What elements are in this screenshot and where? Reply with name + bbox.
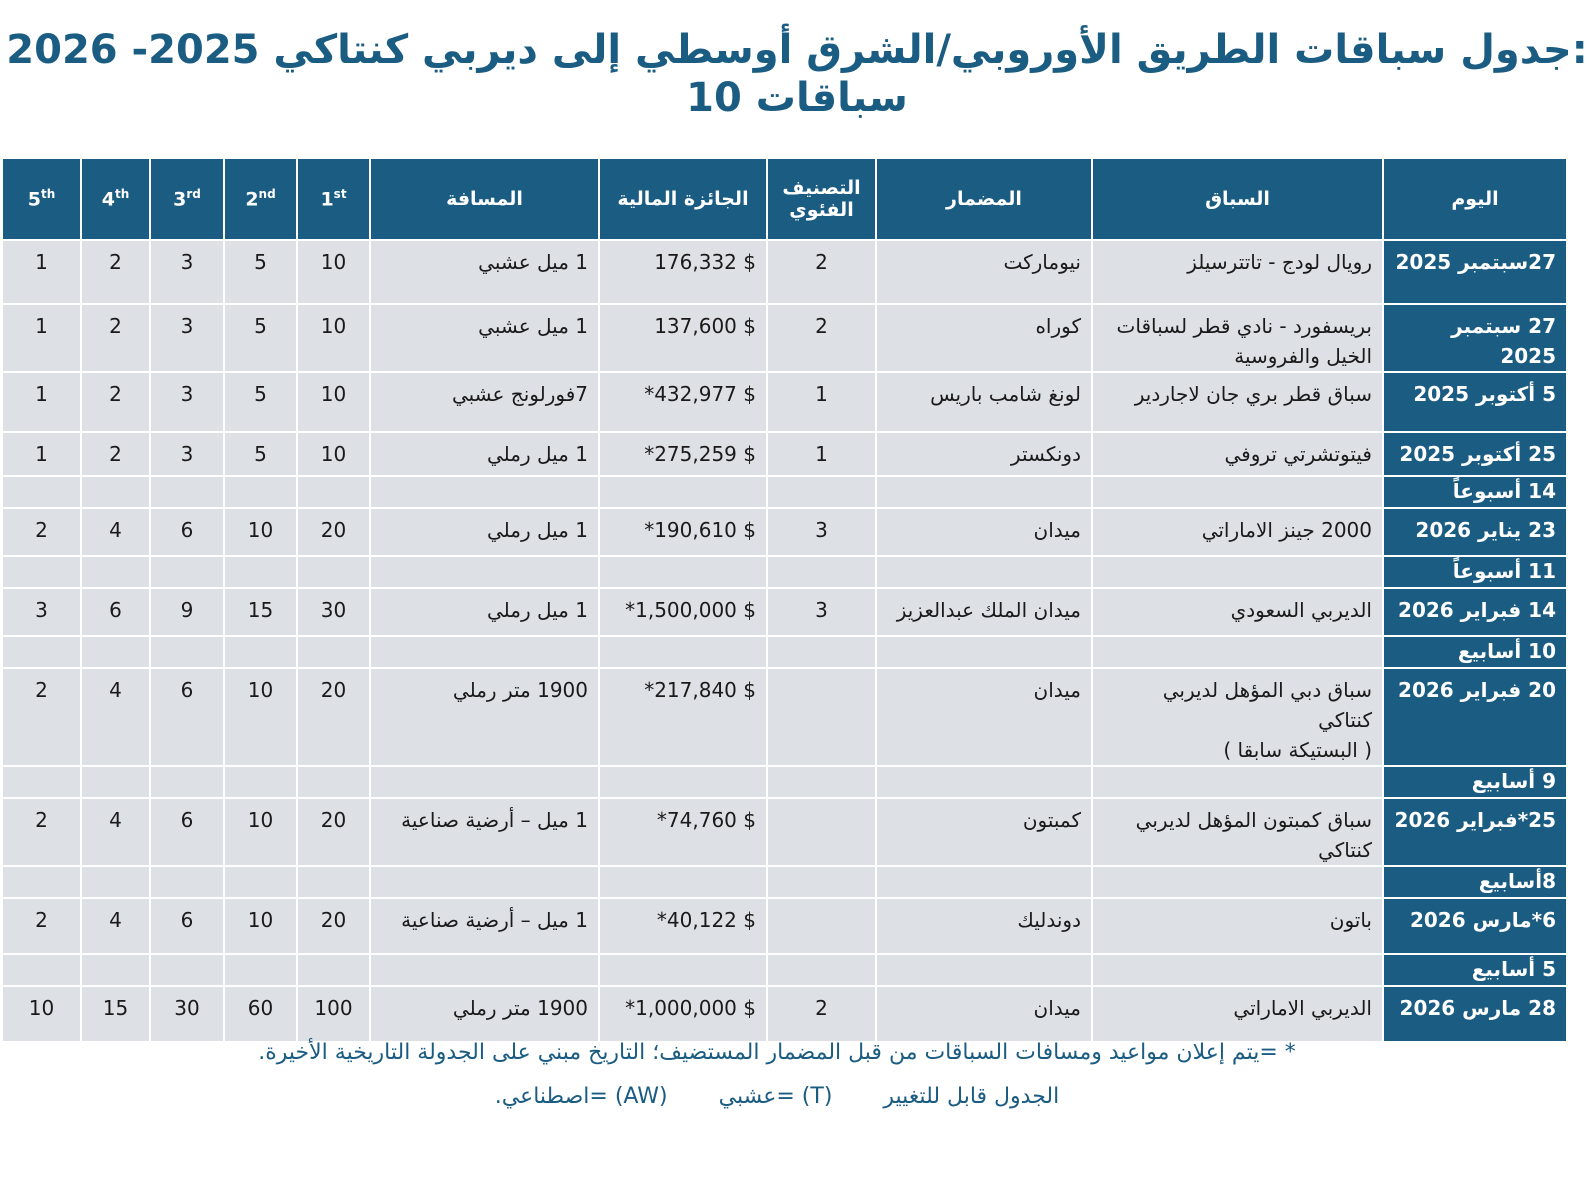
cell-day: 14 فبراير 2026 [1383,588,1567,636]
cell-3rd: 3 [150,304,224,372]
cell-grade [767,898,876,954]
cell-race: الديربي الاماراتي [1092,986,1383,1042]
table-row [2,986,1567,1042]
cell-race: الديربي السعودي [1092,588,1383,636]
cell-distance: 1 ميل رملي [370,508,599,556]
cell-prize: $ 432,977* [599,372,767,432]
cell-2nd: 60 [224,986,297,1042]
cell-5th: 2 [2,508,81,556]
cell-race: باتون [1092,898,1383,954]
cell-3rd: 3 [150,372,224,432]
cell-5th: 2 [2,668,81,766]
cell-4th: 2 [81,240,150,304]
cell-grade [767,798,876,866]
cell-prize: $ 176,332 [599,240,767,304]
cell-3rd: 6 [150,798,224,866]
title-line-2: 10 سباقات [686,75,908,121]
cell-3rd: 6 [150,668,224,766]
cell-1st: 20 [297,898,370,954]
page-title [0,26,1594,122]
cell-day: 5 أكتوبر 2025 [1383,372,1567,432]
cell-4th: 4 [81,508,150,556]
cell-grade: 2 [767,304,876,372]
cell-2nd: 5 [224,240,297,304]
cell-5th: 1 [2,304,81,372]
gap-weeks-label: 8أسابيع [1383,866,1567,898]
cell-4th: 2 [81,372,150,432]
cell-prize: $ 137,600 [599,304,767,372]
cell-distance: 1 ميل – أرضية صناعية [370,898,599,954]
table-row [2,798,1567,866]
table-row [2,588,1567,636]
cell-distance: 1 ميل عشبي [370,240,599,304]
cell-distance: 1 ميل رملي [370,588,599,636]
cell-race: فيتوتشرتي تروفي [1092,432,1383,476]
cell-distance: 1 ميل رملي [370,432,599,476]
header-1st: 1st [297,158,370,240]
cell-5th: 1 [2,372,81,432]
gap-weeks-label: 9 أسابيع [1383,766,1567,798]
header-distance: المسافة [370,158,599,240]
legend-aw: (AW) =اصطناعي. [494,1084,668,1109]
cell-grade: 2 [767,240,876,304]
cell-track: ميدان [876,668,1092,766]
title-line-1: جدول سباقات الطريق الأوروبي/الشرق أوسطي إلى ديربي كنتاكي 2025- 2026: [6,27,1588,73]
header-grade: التصنيف الفئوي [767,158,876,240]
table-row [2,240,1567,304]
legend-change: الجدول قابل للتغيير [883,1084,1060,1109]
cell-5th: 1 [2,240,81,304]
cell-5th: 3 [2,588,81,636]
gap-row [2,476,1567,508]
cell-4th: 2 [81,304,150,372]
cell-3rd: 3 [150,432,224,476]
table-row [2,668,1567,766]
cell-2nd: 10 [224,798,297,866]
gap-weeks-label: 5 أسابيع [1383,954,1567,986]
gap-row [2,556,1567,588]
cell-track: ميدان [876,508,1092,556]
table-row [2,304,1567,372]
cell-5th: 10 [2,986,81,1042]
cell-day: 25*فبراير 2026 [1383,798,1567,866]
cell-2nd: 15 [224,588,297,636]
cell-grade: 3 [767,508,876,556]
cell-day: 23 يناير 2026 [1383,508,1567,556]
cell-track: ميدان الملك عبدالعزيز [876,588,1092,636]
header-row [2,158,1567,240]
cell-race: سباق دبي المؤهل لديربي كنتاكي ( البستيكة سابقا ) [1092,668,1383,766]
cell-4th: 4 [81,898,150,954]
cell-5th: 2 [2,898,81,954]
cell-4th: 2 [81,432,150,476]
cell-grade [767,668,876,766]
cell-track: لونغ شامب باريس [876,372,1092,432]
cell-1st: 20 [297,508,370,556]
cell-prize: $ 217,840* [599,668,767,766]
cell-1st: 10 [297,240,370,304]
cell-day: 25 أكتوبر 2025 [1383,432,1567,476]
schedule-table [1,157,1568,1043]
table-row [2,372,1567,432]
cell-1st: 20 [297,798,370,866]
cell-1st: 100 [297,986,370,1042]
cell-race: بريسفورد - نادي قطر لسباقات الخيل والفروسية [1092,304,1383,372]
gap-weeks-label: 14 أسبوعاً [1383,476,1567,508]
legend-turf: (T) =عشبي [718,1084,833,1109]
cell-race: سباق قطر بري جان لاجاردير [1092,372,1383,432]
header-prize: الجائزة المالية [599,158,767,240]
gap-row [2,954,1567,986]
cell-track: كوراه [876,304,1092,372]
cell-1st: 30 [297,588,370,636]
cell-3rd: 3 [150,240,224,304]
gap-row [2,866,1567,898]
table-row [2,432,1567,476]
header-day: اليوم [1383,158,1567,240]
cell-4th: 6 [81,588,150,636]
cell-grade: 1 [767,432,876,476]
cell-3rd: 6 [150,508,224,556]
cell-day: 6*مارس 2026 [1383,898,1567,954]
cell-race: رويال لودج - تاتترسيلز [1092,240,1383,304]
gap-row [2,636,1567,668]
cell-grade: 3 [767,588,876,636]
header-3rd: 3rd [150,158,224,240]
cell-4th: 4 [81,798,150,866]
cell-prize: $ 40,122* [599,898,767,954]
cell-grade: 1 [767,372,876,432]
cell-2nd: 10 [224,668,297,766]
cell-track: ميدان [876,986,1092,1042]
header-track: المضمار [876,158,1092,240]
gap-weeks-label: 11 أسبوعاً [1383,556,1567,588]
cell-prize: $ 1,000,000* [599,986,767,1042]
cell-track: كمبتون [876,798,1092,866]
header-2nd: 2nd [224,158,297,240]
cell-5th: 1 [2,432,81,476]
cell-distance: 7فورلونج عشبي [370,372,599,432]
cell-day: 27سبتمبر 2025 [1383,240,1567,304]
header-race: السباق [1092,158,1383,240]
header-4th: 4th [81,158,150,240]
cell-4th: 15 [81,986,150,1042]
cell-day: 20 فبراير 2026 [1383,668,1567,766]
header-5th: 5th [2,158,81,240]
cell-2nd: 5 [224,372,297,432]
gap-row [2,766,1567,798]
cell-prize: $ 275,259* [599,432,767,476]
cell-1st: 10 [297,304,370,372]
cell-race: سباق كمبتون المؤهل لديربي كنتاكي [1092,798,1383,866]
cell-prize: $ 74,760* [599,798,767,866]
cell-distance: 1 ميل – أرضية صناعية [370,798,599,866]
cell-day: 27 سبتمبر 2025 [1383,304,1567,372]
cell-day: 28 مارس 2026 [1383,986,1567,1042]
cell-prize: $ 190,610* [599,508,767,556]
cell-distance: 1900 متر رملي [370,668,599,766]
cell-4th: 4 [81,668,150,766]
cell-2nd: 10 [224,898,297,954]
table-row [2,898,1567,954]
cell-3rd: 30 [150,986,224,1042]
footnote: * =يتم إعلان مواعيد ومسافات السباقات من قبل المضمار المستضيف؛ التاريخ مبني على الجدولة التاريخية الأخيرة. [258,1040,1296,1065]
cell-5th: 2 [2,798,81,866]
cell-2nd: 10 [224,508,297,556]
cell-3rd: 6 [150,898,224,954]
cell-1st: 10 [297,372,370,432]
cell-1st: 20 [297,668,370,766]
cell-track: دونكستر [876,432,1092,476]
cell-distance: 1 ميل عشبي [370,304,599,372]
cell-2nd: 5 [224,304,297,372]
table-row [2,508,1567,556]
cell-3rd: 9 [150,588,224,636]
cell-track: نيوماركت [876,240,1092,304]
gap-weeks-label: 10 أسابيع [1383,636,1567,668]
cell-distance: 1900 متر رملي [370,986,599,1042]
cell-prize: $ 1,500,000* [599,588,767,636]
legend [0,1084,1594,1109]
cell-race: 2000 جينز الاماراتي [1092,508,1383,556]
cell-grade: 2 [767,986,876,1042]
cell-1st: 10 [297,432,370,476]
cell-2nd: 5 [224,432,297,476]
cell-track: دوندليك [876,898,1092,954]
